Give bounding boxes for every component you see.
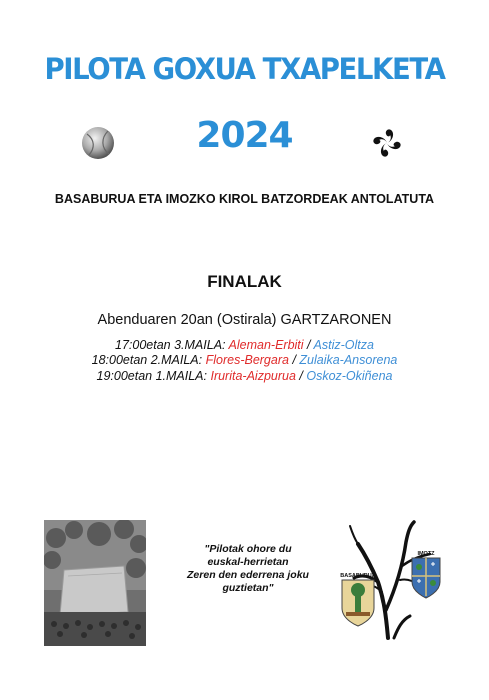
poster-title: PILOTA GOXUA TXAPELKETA bbox=[44, 52, 445, 86]
fronton-photo bbox=[44, 520, 146, 646]
team-blue: Oskoz-Okiñena bbox=[306, 369, 393, 383]
quote-line: guztietan" bbox=[222, 582, 274, 594]
match-row bbox=[0, 369, 489, 383]
team-separator: / bbox=[288, 353, 300, 367]
team-red: Flores-Bergara bbox=[205, 353, 289, 367]
team-separator: / bbox=[303, 338, 314, 352]
basque-quote bbox=[175, 543, 321, 595]
poster-year: 2024 bbox=[196, 115, 293, 156]
match-row bbox=[0, 338, 489, 352]
finals-heading: FINALAK bbox=[207, 272, 282, 291]
finals-date-line: Abenduaren 20an (Ostirala) GARTZARONEN bbox=[97, 312, 392, 328]
match-time-level: 18:00etan 2.MAILA: bbox=[91, 353, 206, 367]
team-blue: Zulaika-Ansorena bbox=[299, 353, 398, 367]
quote-line: euskal-herrietan bbox=[207, 556, 289, 568]
lauburu-icon bbox=[370, 126, 404, 160]
team-red: Irurita-Aizpurua bbox=[210, 369, 296, 383]
pelota-ball-icon bbox=[81, 126, 115, 160]
team-separator: / bbox=[295, 369, 307, 383]
quote-line: "Pilotak ohore du bbox=[204, 543, 292, 555]
valley-tree-emblem bbox=[336, 520, 446, 640]
quote-line: Zeren den ederrena joku bbox=[187, 569, 309, 581]
emblem-right-label: IMOTZ bbox=[417, 551, 435, 557]
match-time-level: 19:00etan 1.MAILA: bbox=[96, 369, 211, 383]
team-red: Aleman-Erbiti bbox=[228, 338, 304, 352]
match-time-level: 17:00etan 3.MAILA: bbox=[115, 338, 229, 352]
organizers-line: BASABURUA ETA IMOZKO KIROL BATZORDEAK ANTOLATUTA bbox=[54, 192, 435, 206]
emblem-left-label: BASABURUA bbox=[340, 573, 376, 579]
team-blue: Astiz-Oltza bbox=[313, 338, 374, 352]
match-row bbox=[0, 353, 489, 367]
